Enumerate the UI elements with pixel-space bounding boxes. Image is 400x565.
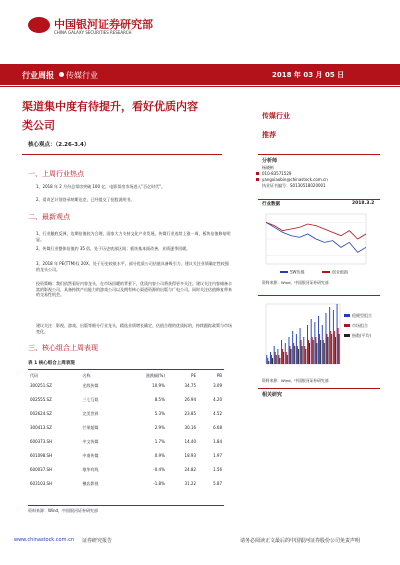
table-cell: 中南传媒 bbox=[82, 453, 99, 458]
footer-left-text: 证券研究报告 bbox=[82, 538, 113, 544]
footer-disclaimer: 请务必阅读正文最后的中国银河证券股份公司免责声明 bbox=[240, 538, 361, 544]
chart2-bar bbox=[312, 337, 313, 364]
table-cell: 600373.SH bbox=[30, 439, 53, 444]
section-2-para-5: 建议关注：影视、游戏、出版等细分行业龙头，精选业绩增长确定、估值合理的优质标的，持续跟踪政策与市场变化。 bbox=[36, 323, 232, 334]
table-header-cell: PE bbox=[191, 373, 196, 378]
org-name-cn: 中国银河证券研究部 bbox=[54, 18, 153, 31]
section-2-para-4: 投资策略：我们依然看好内容龙头，在市场回暖的背景下，优质内容公司将获得更多关注。建议关注内容储备丰富的影视公司、具备持续产出能力的游戏公司以及拥有核心渠道资源的出版与广电公司。同时关注估值修复带来的交易性机会。 bbox=[36, 281, 232, 298]
section-rule bbox=[22, 154, 222, 155]
table-cell: 8.5% bbox=[154, 397, 165, 402]
org-name-en: CHINA GALAXY SECURITIES RESEARCH bbox=[54, 30, 132, 35]
chart1-series-line bbox=[266, 222, 366, 239]
chart2-bar bbox=[320, 340, 321, 364]
table-cell: 18.93 bbox=[184, 453, 196, 458]
chart2-bar bbox=[326, 313, 327, 364]
table-cell: 34.75 bbox=[184, 383, 196, 388]
table-source: 资料来源：Wind，中国银河证券研究部 bbox=[28, 508, 99, 513]
chart2-bar bbox=[338, 328, 339, 364]
chart2-bar bbox=[302, 346, 303, 364]
related-heading: 相关研究 bbox=[262, 392, 283, 398]
chart2-bar bbox=[323, 340, 324, 364]
sidebar-rating: 推荐 bbox=[262, 131, 276, 139]
sidebar-industry: 传媒行业 bbox=[262, 112, 290, 120]
table-cell: 4.20 bbox=[213, 397, 222, 402]
report-type: 行业周报 bbox=[22, 71, 54, 80]
chart2-bar bbox=[294, 346, 295, 364]
chart2-bar bbox=[330, 331, 331, 364]
chart2-legend-label: 指数(平均) bbox=[352, 333, 372, 338]
chart2-bar bbox=[285, 343, 286, 364]
table-cell: 5.87 bbox=[213, 481, 222, 486]
table-cell: 2.9% bbox=[154, 425, 165, 430]
table-cell: 1.7% bbox=[154, 439, 165, 444]
core-view-period: （2.26-3.4） bbox=[55, 142, 90, 148]
related-rule bbox=[258, 388, 380, 389]
analyst-name: 杨晓彬 bbox=[262, 165, 274, 170]
chart2-legend-swatch bbox=[344, 334, 350, 337]
table-row bbox=[28, 421, 224, 435]
chart2-bar bbox=[279, 358, 280, 364]
chart2-bar bbox=[311, 319, 312, 364]
table-row bbox=[28, 435, 224, 449]
band-dot-icon bbox=[59, 72, 64, 77]
table-cell: 芒果超媒 bbox=[82, 425, 99, 430]
chart2-bar bbox=[266, 355, 267, 364]
chart2-bar bbox=[274, 346, 275, 364]
chart2-bar bbox=[292, 331, 293, 364]
chart2-bar bbox=[300, 328, 301, 364]
chart2-bar bbox=[271, 355, 272, 364]
table-bottom-rule bbox=[28, 505, 224, 506]
chart2-legend-label: 市场组合 bbox=[352, 323, 368, 328]
chart2-bar bbox=[267, 358, 268, 364]
table-caption: 表 1 核心组合上周表现 bbox=[28, 361, 75, 366]
table-cell: 26.94 bbox=[184, 397, 196, 402]
chart2-bar bbox=[297, 346, 298, 364]
table-top-rule bbox=[28, 369, 224, 370]
chart2-source: 资料来源：Wind，中国银河证券研究部 bbox=[262, 378, 329, 383]
chart2-bar bbox=[337, 304, 338, 364]
section-2-para-3: 3、2018 年 PE(TTM)仅 20X，处于历史较低水平，部分优质公司估值具备吸引力，建议关注业绩确定性较强的龙头公司。 bbox=[36, 261, 229, 272]
analyst-email[interactable]: yangxiaobin@chinastock.com.cn bbox=[262, 177, 328, 182]
table-cell: 3.09 bbox=[213, 383, 222, 388]
report-title-line1: 渠道集中度有待提升，看好优质内容 bbox=[22, 100, 198, 113]
chart2-bar bbox=[314, 322, 315, 364]
chart1-legend-swatch bbox=[322, 271, 330, 273]
section-2-para-2: 2、传媒行业整体估值约 35 倍，处于历史底部区间；板块基本面改善，业绩逐季回暖。 bbox=[36, 246, 191, 251]
table-cell: 完美世界 bbox=[82, 411, 99, 416]
chart2-bar bbox=[316, 343, 317, 364]
table-cell: 5.3% bbox=[154, 411, 165, 416]
table-header-cell: 名称 bbox=[82, 373, 91, 378]
table-cell: -1.8% bbox=[153, 481, 165, 486]
table-row bbox=[28, 477, 224, 491]
chart1-legend-label: 创业板指 bbox=[332, 269, 348, 275]
table-cell: 600037.SH bbox=[30, 467, 53, 472]
chart1-legend-swatch bbox=[280, 271, 288, 273]
table-header-cell: 涨跌幅(%) bbox=[145, 373, 165, 378]
chart2-bar bbox=[331, 334, 332, 364]
table-row bbox=[28, 379, 224, 393]
report-title-line2: 类公司 bbox=[22, 119, 55, 132]
table-row bbox=[28, 463, 224, 477]
table-cell: 14.40 bbox=[184, 439, 196, 444]
chart2-bar bbox=[318, 316, 319, 364]
table-header-cell: 代码 bbox=[30, 373, 38, 378]
section-heading-2: 二、最新观点 bbox=[28, 213, 70, 221]
table-cell: 横店影视 bbox=[82, 481, 99, 486]
chart2-rule bbox=[258, 295, 380, 296]
section-heading-3: 三、核心组合上周表现 bbox=[28, 344, 98, 352]
table-cell: 603103.SH bbox=[30, 481, 53, 486]
analyst-phone: 010-83571529 bbox=[262, 171, 292, 176]
table-cell: 31.22 bbox=[184, 481, 196, 486]
chart2-bar bbox=[281, 340, 282, 364]
table-cell: 300251.SZ bbox=[30, 383, 52, 388]
table-cell: 4.52 bbox=[213, 411, 222, 416]
chart2-bar bbox=[329, 307, 330, 364]
table-cell: 6.68 bbox=[213, 425, 222, 430]
table-cell: -0.4% bbox=[153, 467, 165, 472]
chart2-bar bbox=[282, 349, 283, 364]
portfolio-bar-chart bbox=[262, 300, 380, 374]
chart2-bar bbox=[339, 334, 340, 364]
table-cell: 1.56 bbox=[213, 467, 222, 472]
chart2-bar bbox=[307, 325, 308, 364]
chart2-bar bbox=[275, 352, 276, 364]
section-1-item-2: 2、爱奇艺计划登录纳斯达克，已经提交了招股说明书。 bbox=[36, 197, 135, 202]
chart1-series-line bbox=[266, 222, 366, 252]
footer-website[interactable]: www.chinastock.com.cn bbox=[14, 537, 74, 543]
table-cell: 30.16 bbox=[184, 425, 196, 430]
chart2-bar bbox=[289, 337, 290, 364]
table-cell: 三七互娱 bbox=[82, 397, 99, 402]
chart2-bar bbox=[324, 343, 325, 364]
table-cell: 歌华有线 bbox=[82, 467, 99, 472]
core-view bbox=[28, 140, 89, 148]
table-cell: 24.82 bbox=[184, 467, 196, 472]
section-heading-1: 一、上周行业热点 bbox=[28, 170, 84, 178]
chart2-bar bbox=[309, 343, 310, 364]
chart1-title: 行业数据 bbox=[262, 202, 280, 207]
table-row bbox=[28, 407, 224, 421]
table-row bbox=[28, 449, 224, 463]
chart2-bar bbox=[304, 346, 305, 364]
chart2-bar bbox=[327, 334, 328, 364]
band-industry: 传媒行业 bbox=[66, 71, 98, 80]
chart2-bar bbox=[313, 340, 314, 364]
table-header-cell: PB bbox=[216, 373, 222, 378]
chart2-bar bbox=[315, 337, 316, 364]
table-row bbox=[28, 393, 224, 407]
table-cell: 中文传媒 bbox=[82, 439, 99, 444]
chart2-legend-swatch bbox=[344, 324, 350, 327]
table-cell: 0.9% bbox=[154, 453, 165, 458]
core-view-label: 核心观点： bbox=[28, 142, 56, 148]
sidebar-rule bbox=[258, 154, 380, 155]
chart1-rule bbox=[258, 199, 380, 200]
table-cell: 23.85 bbox=[184, 411, 196, 416]
chart2-bar bbox=[287, 355, 288, 364]
chart2-bar bbox=[296, 334, 297, 364]
portfolio-table bbox=[28, 373, 224, 491]
table-cell: 10.9% bbox=[152, 383, 165, 388]
chart1-source: 资料来源：Wind，中国银河证券研究部 bbox=[262, 280, 329, 285]
chart2-bar bbox=[305, 349, 306, 364]
table-cell: 300413.SZ bbox=[30, 425, 52, 430]
table-cell: 光线传媒 bbox=[82, 383, 99, 388]
report-date: 2018 年 03 月 05 日 bbox=[272, 71, 345, 79]
phone-icon bbox=[256, 172, 259, 175]
chart2-bar bbox=[283, 352, 284, 364]
section-1-item-1: 1、2018 年 2 月份总票房突破 100 亿，电影票房市场进入"百亿时代"。 bbox=[36, 184, 165, 189]
table-cell: 1.97 bbox=[213, 453, 222, 458]
chart2-legend-label: 稳健型组合 bbox=[352, 313, 372, 318]
chart2-bar bbox=[301, 340, 302, 364]
band-underline bbox=[0, 86, 400, 87]
chart2-bar bbox=[291, 349, 292, 364]
industry-line-chart bbox=[262, 210, 380, 278]
chart1-legend-label: SW传媒 bbox=[290, 269, 305, 275]
table-cell: 002555.SZ bbox=[30, 397, 52, 402]
chart2-bar bbox=[334, 331, 335, 364]
chart2-bar bbox=[298, 349, 299, 364]
chart2-bar bbox=[308, 340, 309, 364]
chart2-bar bbox=[293, 343, 294, 364]
chart2-bar bbox=[276, 355, 277, 364]
chart2-bar bbox=[277, 349, 278, 364]
chart2-bar bbox=[268, 361, 269, 364]
chart2-bar bbox=[278, 355, 279, 364]
email-icon bbox=[256, 178, 259, 181]
analyst-heading: 分析师 bbox=[262, 158, 278, 164]
chart2-bar bbox=[328, 337, 329, 364]
chart2-bar bbox=[272, 358, 273, 364]
analyst-cert: 执业证书编号：S0130518020001 bbox=[262, 183, 326, 188]
table-cell: 601098.SH bbox=[30, 453, 53, 458]
table-cell: 1.84 bbox=[213, 439, 222, 444]
chart2-bar bbox=[335, 337, 336, 364]
chart2-plot-frame bbox=[266, 304, 340, 364]
chart2-legend-swatch bbox=[344, 314, 350, 317]
section-2-para-1: 1、行业触底反弹，边期估值较为合理，国家大力支持文化产业发展。传媒行业连续上涨一周，板块估值修复明显。 bbox=[36, 231, 231, 242]
chart2-bar bbox=[286, 352, 287, 364]
table-cell: 002624.SZ bbox=[30, 411, 52, 416]
galaxy-logo-icon bbox=[28, 17, 50, 33]
chart2-bar bbox=[270, 352, 271, 364]
chart2-bar bbox=[322, 325, 323, 364]
chart2-bar bbox=[333, 310, 334, 364]
chart2-bar bbox=[319, 334, 320, 364]
chart1-date: 2018.3.2 bbox=[352, 201, 375, 206]
chart2-bar bbox=[303, 337, 304, 364]
chart2-bar bbox=[290, 346, 291, 364]
